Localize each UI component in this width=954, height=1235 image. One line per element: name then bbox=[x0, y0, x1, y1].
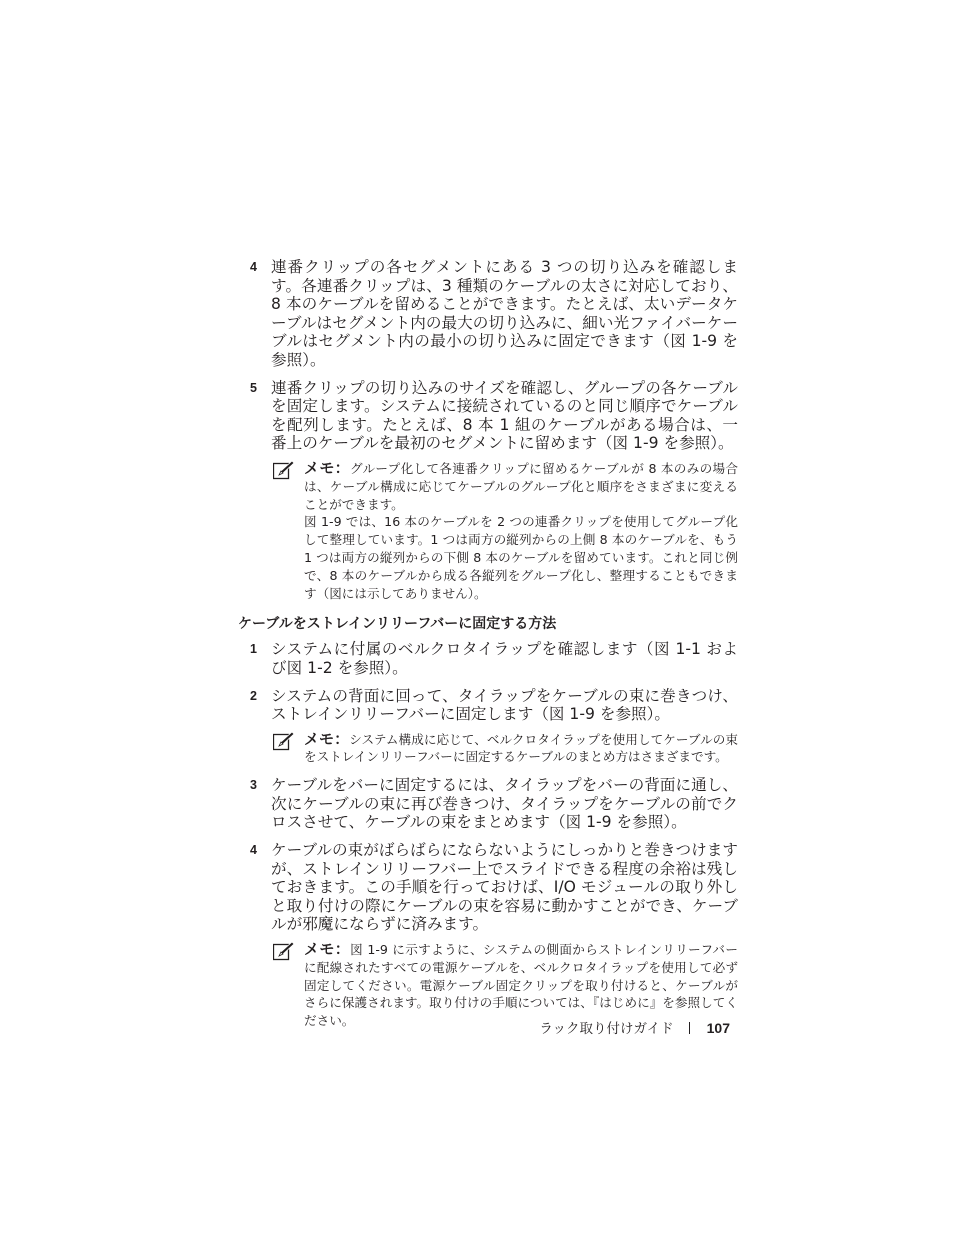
note-pencil-icon bbox=[273, 941, 295, 961]
note-text bbox=[304, 460, 738, 513]
step-number: 5 bbox=[250, 380, 257, 395]
step-item bbox=[238, 379, 738, 453]
step-text: ケーブルの束がばらばらにならないようにしっかりと巻きつけますが、ストレインリリーフバー上でスライドできる程度の余裕は残しておきます。この手順を行っておけば、I/O モジュールの取り外しと取り付けの際にケーブルの束を容易に動かすことができ、ケーブルが邪魔にならずに済みます。 bbox=[271, 841, 738, 934]
page-footer bbox=[539, 1019, 730, 1038]
note-body: 図 1-9 に示すように、システムの側面からストレインリリーフバーに配線されたすべての電源ケーブルを、ベルクロタイラップを使用して必ず固定してください。電源ケーブル固定クリップを取り付けると、ケーブルがさらに保護されます。取り付けの手順については、『はじめに』を参照してください。 bbox=[304, 942, 738, 1029]
note-label: メモ： bbox=[304, 729, 350, 748]
step-item bbox=[238, 640, 738, 677]
step-text: 連番クリップの切り込みのサイズを確認し、グループの各ケーブルを固定します。システムに接続されているのと同じ順序でケーブルを配列します。たとえば、8 本 1 組のケーブルがある場合は、一番上のケーブルを最初のセグメントに留めます（図 1-9 を参照）。 bbox=[271, 378, 738, 453]
step-number: 4 bbox=[250, 843, 257, 858]
step-text: システムの背面に回って、タイラップをケーブルの束に巻きつけ、ストレインリリーフバーに固定します（図 1-9 を参照）。 bbox=[271, 686, 738, 724]
note-block bbox=[271, 460, 738, 602]
step-item bbox=[238, 687, 738, 724]
step-item bbox=[238, 776, 738, 832]
note-text bbox=[304, 731, 738, 767]
note-extra-text: 図 1-9 では、16 本のケーブルを 2 つの連番クリップを使用してグループ化して整理しています。1 つは両方の縦列からの上側 8 本のケーブルを、もう 1 つは両方の縦列からの下側 8 本のケーブルを留めています。これと同じ例で、8 本のケーブルから成る各縦列をグループ化し、整理することもできます（図には示してありません）。 bbox=[304, 514, 738, 601]
page-number: 107 bbox=[706, 1020, 730, 1036]
note-pencil-icon bbox=[273, 731, 295, 751]
note-label: メモ： bbox=[304, 458, 350, 477]
step-number: 4 bbox=[250, 260, 257, 274]
step-text: 連番クリップの各セグメントにある 3 つの切り込みを確認します。各連番クリップは、3 種類のケーブルの太さに対応しており、8 本のケーブルを留めることができます。たとえば、太いデータケーブルはセグメント内の最大の切り込みに、細い光ファイバーケーブルはセグメント内の最小の切り込みに固定できます（図 1-9 を参照）。 bbox=[271, 258, 738, 369]
step-number: 3 bbox=[250, 778, 257, 793]
footer-title: ラック取り付けガイド bbox=[539, 1021, 674, 1037]
step-number: 2 bbox=[250, 688, 257, 703]
step-number: 1 bbox=[250, 642, 257, 657]
note-body: システム構成に応じて、ベルクロタイラップを使用してケーブルの束をストレインリリーフバーに固定するケーブルのまとめ方はさまざまです。 bbox=[304, 731, 738, 765]
note-pencil-icon bbox=[273, 460, 295, 480]
step-item bbox=[238, 841, 738, 934]
note-block bbox=[271, 941, 738, 1030]
note-body: グループ化して各連番クリップに留めるケーブルが 8 本のみの場合は、ケーブル構成に応じてケーブルのグループ化と順序をさまざまに変えることができます。 bbox=[304, 460, 738, 512]
section-heading: ケーブルをストレインリリーフバーに固定する方法 bbox=[238, 616, 557, 633]
document-body bbox=[238, 258, 738, 1040]
step-item bbox=[238, 258, 738, 370]
step-text: ケーブルをバーに固定するには、タイラップをバーの背面に通し、次にケーブルの束に再び巻きつけ、タイラップをケーブルの前でクロスさせて、ケーブルの束をまとめます（図 1-9 を参照）。 bbox=[271, 776, 738, 832]
note-label: メモ： bbox=[304, 940, 351, 959]
note-text bbox=[304, 941, 738, 1030]
footer-divider bbox=[689, 1022, 690, 1034]
note-block bbox=[271, 731, 738, 767]
step-text: システムに付属のベルクロタイラップを確認します（図 1-1 および図 1-2 を参照）。 bbox=[271, 640, 738, 677]
